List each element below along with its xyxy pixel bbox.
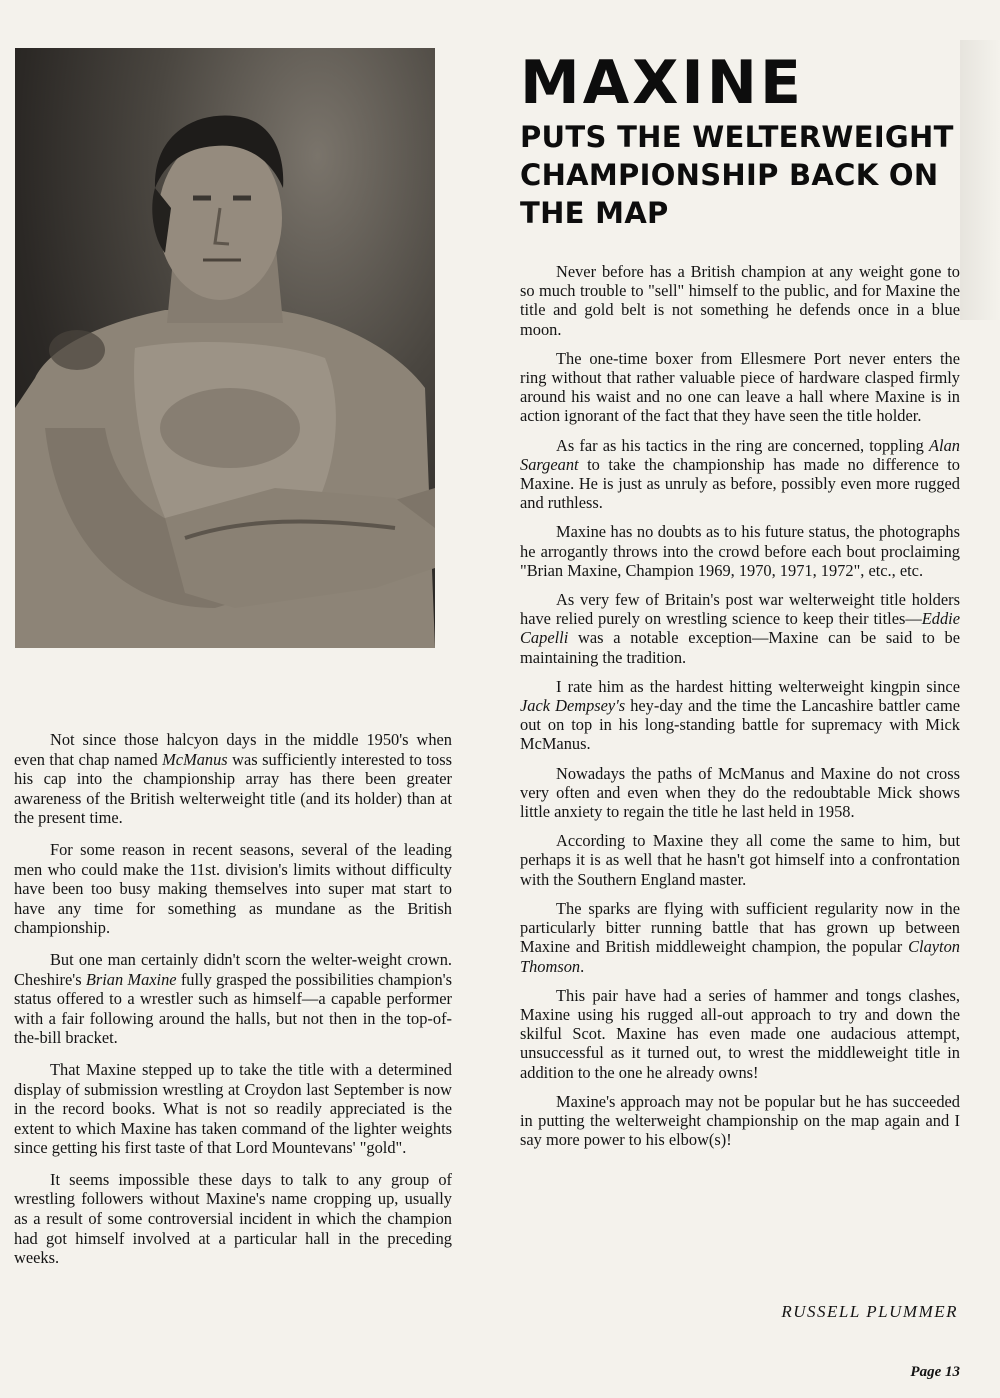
italic-name: Clayton Thomson <box>520 937 960 976</box>
wrestler-photo <box>15 48 435 648</box>
paragraph-text: As far as his tactics in the ring are concerned, toppling <box>556 435 930 455</box>
paragraph-text: Not since those halcyon days in the middle 1950's when even that chap named <box>14 730 452 769</box>
paragraph-text: . <box>580 956 585 976</box>
headline-title: MAXINE <box>520 48 804 118</box>
article-headline <box>520 50 960 232</box>
paragraph-text: to take the championship has made no difference to Maxine. He is just as unruly as before, possibly even more rugged and ruthless. <box>520 454 960 513</box>
article-paragraph <box>520 590 960 667</box>
author-byline: RUSSELL PLUMMER <box>781 1302 958 1321</box>
subtitle-line: THE MAP <box>520 196 669 230</box>
article-paragraph <box>520 764 960 822</box>
italic-name: Jack Dempsey's <box>520 696 626 716</box>
paragraph-text: hey-day and the time the Lancashire battler came out on top in his long-standing battle for supremacy with Mick McManus. <box>520 696 960 754</box>
article-paragraph <box>520 899 960 976</box>
paragraph-text: As very few of Britain's post war welterweight title holders have relied purely on wrestling science to keep their titles— <box>520 590 960 629</box>
paragraph-text: The sparks are flying with sufficient regularity now in the particularly bitter running battle that has grown up between Maxine and British middleweight champion, the popular <box>520 898 960 957</box>
italic-name: Alan Sargeant <box>520 435 960 474</box>
article-paragraph <box>520 522 960 580</box>
subtitle-line: CHAMPIONSHIP BACK ON <box>520 158 939 192</box>
paragraph-text: I rate him as the hardest hitting welterweight kingpin since <box>556 676 960 696</box>
article-paragraph <box>520 436 960 513</box>
paragraph-text: According to Maxine they all come the same to him, but perhaps it is as well that he hasn't got himself into a confrontation with the Southern England master. <box>520 831 960 889</box>
paragraph-text: Nowadays the paths of McManus and Maxine do not cross very often and even when they do the redoubtable Mick shows little anxiety to regain the title he last held in 1958. <box>520 763 960 822</box>
article-paragraph <box>520 831 960 889</box>
italic-name: Eddie Capelli <box>520 609 960 648</box>
paragraph-text: Maxine's approach may not be popular but he has succeeded in putting the welterweight championship on the map again and I say more power to his elbow(s)! <box>520 1091 960 1150</box>
article-paragraph <box>14 730 452 828</box>
paragraph-text: was sufficiently interested to toss his cap into the championship array has there been greater awareness of the British welterweight title (and its holder) than at the present time. <box>14 749 452 828</box>
paragraph-text: Maxine has no doubts as to his future status, the photographs he arrogantly throws into the crowd before each bout proclaiming "Brian Maxine, Champion 1969, 1970, 1971, 1972", etc., etc. <box>520 522 960 580</box>
paragraph-text: But one man certainly didn't scorn the welter-weight crown. Cheshire's <box>14 949 452 989</box>
headline-subtitle <box>520 118 960 232</box>
right-column <box>520 262 960 1159</box>
paragraph-text: fully grasped the possibilities champion's status offered to a wrestler such as himself—a capable performer with a fair following around the halls, but not then in the top-of-the-bill bracket. <box>14 969 452 1048</box>
article-paragraph <box>520 349 960 426</box>
article-paragraph <box>14 1170 452 1268</box>
italic-name: Brian Maxine <box>85 969 177 989</box>
paragraph-text: This pair have had a series of hammer and tongs clashes, Maxine using his rugged all-out approach to try and down the skilful Scot. Maxine has even made one audacious attempt, unsuccessful as it turned out, to wrest the middleweight title in addition to the one he already owns! <box>520 985 960 1082</box>
paragraph-text: Never before has a British champion at any weight gone to so much trouble to "sell" himself to the public, and for Maxine the title and gold belt is not something he defends once in a blue moon. <box>520 262 960 339</box>
paragraph-text: The one-time boxer from Ellesmere Port never enters the ring without that rather valuable piece of hardware clasped firmly around his waist and no one can leave a hall where Maxine is in action ignorant of the fact that they have seen the title holder. <box>520 348 960 426</box>
bleed-through-shadow <box>960 40 1000 320</box>
left-column <box>14 730 452 1280</box>
paragraph-text: For some reason in recent seasons, several of the leading men who could make the 11st. division's limits without difficulty have been too busy making themselves into super mat start to have any time for something as mundane as the British championship. <box>14 839 452 938</box>
article-paragraph <box>14 950 452 1048</box>
subtitle-line: PUTS THE WELTERWEIGHT <box>520 120 954 154</box>
paragraph-text: was a notable exception—Maxine can be said to be maintaining the tradition. <box>520 628 960 667</box>
article-paragraph <box>14 1060 452 1158</box>
italic-name: McManus <box>162 749 228 769</box>
paragraph-text: That Maxine stepped up to take the title with a determined display of submission wrestling at Croydon last September is now in the record books. What is not so readily appreciated is the extent to which Maxine has taken command of the lighter weights since getting his first taste of that Lord Mountevans' "gold". <box>14 1059 452 1158</box>
wrestler-illustration <box>15 48 435 648</box>
page-number: Page 13 <box>910 1364 960 1380</box>
article-paragraph <box>520 262 960 339</box>
article-paragraph <box>520 986 960 1082</box>
article-paragraph <box>520 677 960 754</box>
article-paragraph <box>520 1092 960 1150</box>
paragraph-text: It seems impossible these days to talk to any group of wrestling followers without Maxine's name cropping up, usually as a result of some controversial incident in which the champion had got himself involved at a particular hall in the preceding weeks. <box>14 1169 452 1268</box>
article-paragraph <box>14 840 452 938</box>
